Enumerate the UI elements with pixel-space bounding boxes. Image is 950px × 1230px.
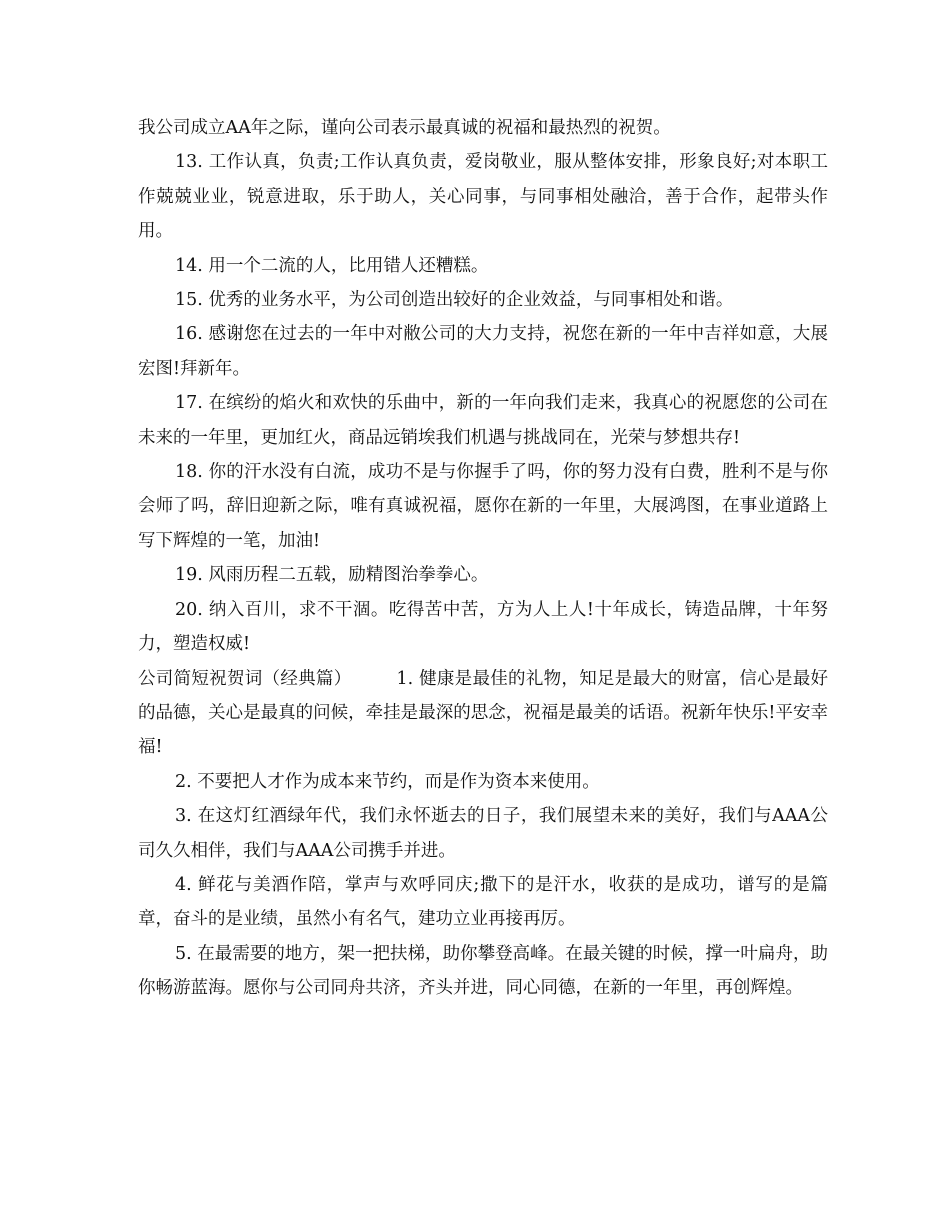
paragraph-item-16: 16. 感谢您在过去的一年中对敝公司的大力支持，祝您在新的一年中吉祥如意，大展宏图!拜新年。 — [138, 324, 828, 379]
section-item-4: 4. 鲜花与美酒作陪，掌声与欢呼同庆;撒下的是汗水，收获的是成功，谱写的是篇章，奋斗的是业绩，虽然小有名气，建功立业再接再厉。 — [138, 874, 828, 930]
section-item-1: 1. 健康是最佳的礼物，知足是最大的财富，信心是最好的品德，关心是最真的问候，牵挂是最深的思念，祝福是最美的话语。祝新年快乐!平安幸福! — [138, 668, 828, 758]
section-paragraph — [138, 662, 828, 765]
paragraph-item-13: 13. 工作认真，负责;工作认真负责，爱岗敬业，服从整体安排，形象良好;对本职工作兢兢业业，锐意进取，乐于助人，关心同事，与同事相处融洽，善于合作，起带头作用。 — [138, 152, 828, 242]
section-item-3: 3. 在这灯红酒绿年代，我们永怀逝去的日子，我们展望未来的美好，我们与AAA公司久久相伴，我们与AAA公司携手并进。 — [138, 806, 828, 861]
paragraph-item-17: 17. 在缤纷的焰火和欢快的乐曲中，新的一年向我们走来，我真心的祝愿您的公司在未来的一年里，更加红火，商品远销埃我们机遇与挑战同在，光荣与梦想共存! — [138, 393, 828, 448]
paragraph-item-19: 19. 风雨历程二五载，励精图治拳拳心。 — [175, 565, 489, 586]
paragraph-item-14: 14. 用一个二流的人，比用错人还糟糕。 — [175, 255, 489, 276]
paragraph-item-15: 15. 优秀的业务水平，为公司创造出较好的企业效益，与同事相处和谐。 — [175, 290, 734, 311]
paragraph-item-20: 20. 纳入百川，求不干涸。吃得苦中苦，方为人上人!十年成长，铸造品牌，十年努力，塑造权威! — [138, 599, 828, 655]
section-item-2: 2. 不要把人才作为成本来节约，而是作为资本来使用。 — [175, 771, 600, 792]
paragraph-intro: 我公司成立AA年之际，谨向公司表示最真诚的祝福和最热烈的祝贺。 — [138, 118, 671, 138]
paragraph-item-18: 18. 你的汗水没有白流，成功不是与你握手了吗，你的努力没有白费，胜利不是与你会师了吗，辞旧迎新之际，唯有真诚祝福，愿你在新的一年里，大展鸿图，在事业道路上写下辉煌的一笔，加油! — [138, 462, 828, 551]
section-item-5: 5. 在最需要的地方，架一把扶梯，助你攀登高峰。在最关键的时候，撑一叶扁舟，助你畅游蓝海。愿你与公司同舟共济，齐头并进，同心同德，在新的一年里，再创辉煌。 — [138, 943, 828, 999]
section-heading: 公司简短祝贺词（经典篇） — [138, 668, 352, 689]
document-body — [138, 111, 828, 1006]
